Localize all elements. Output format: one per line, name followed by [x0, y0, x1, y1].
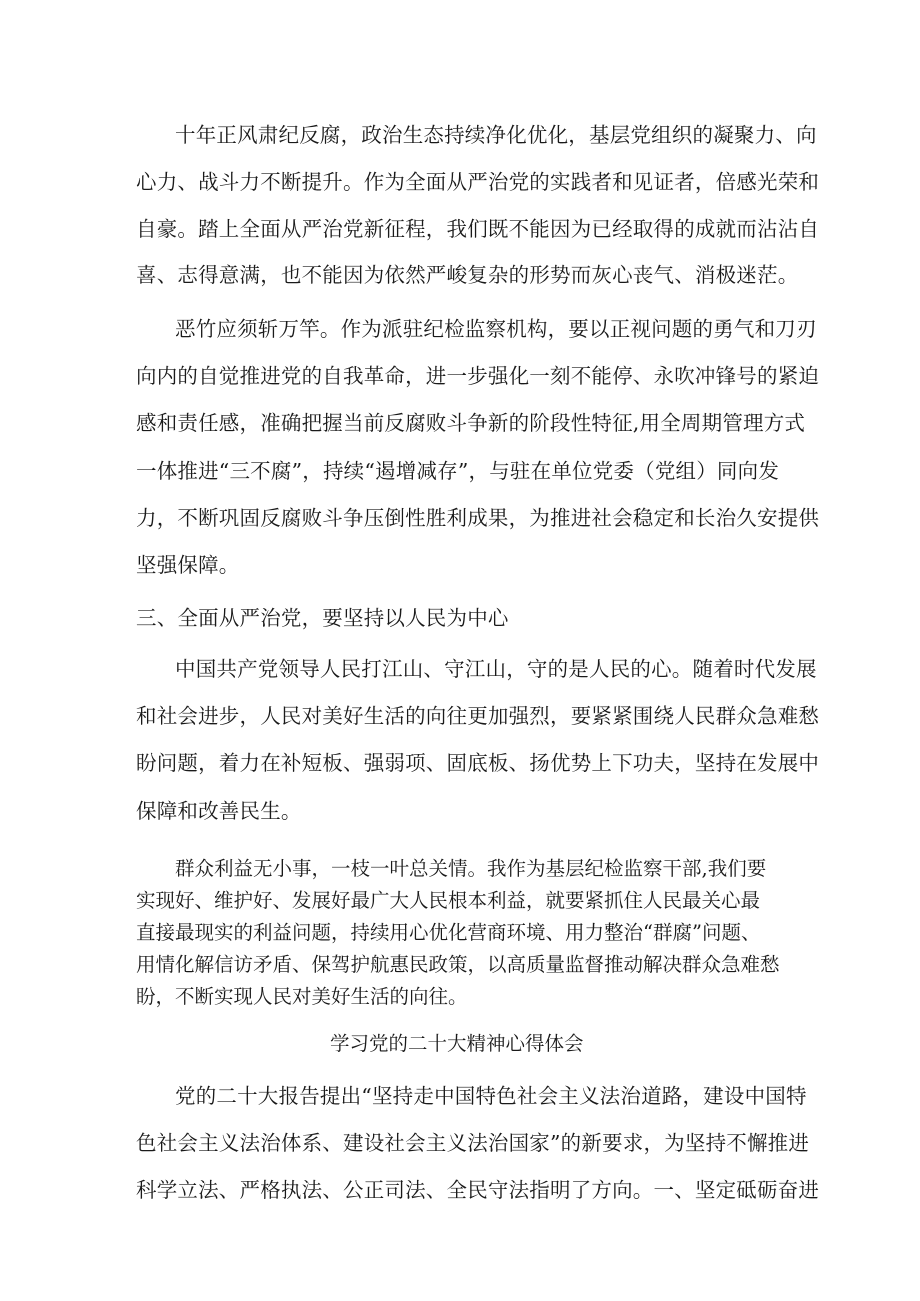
- paragraph-line: 心力、战斗力不断提升。作为全面从严治党的实践者和见证者，倍感光荣和: [136, 170, 820, 194]
- paragraph-line: 实现好、维护好、发展好最广大人民根本利益，就要紧抓住人民最关心最: [136, 889, 761, 912]
- paragraph-line: 喜、志得意满，也不能因为依然严峻复杂的形势而灰心丧气、消极迷茫。: [136, 263, 799, 287]
- paragraph-line: 盼，不断实现人民对美好生活的向往。: [136, 985, 468, 1008]
- paragraph-line: 群众利益无小事，一枝一叶总关情。我作为基层纪检监察干部,我们要: [175, 857, 767, 880]
- paragraph-line: 感和责任感，准确把握当前反腐败斗争新的阶段性特征,用全周期管理方式: [136, 411, 806, 435]
- document-title: 学习党的二十大精神心得体会: [330, 1032, 584, 1055]
- paragraph-line: 保障和改善民生。: [136, 799, 302, 823]
- paragraph-line: 一体推进“三不腐”，持续“遏增减存”，与驻在单位党委（党组）同向发: [136, 459, 780, 483]
- paragraph-line: 自豪。踏上全面从严治党新征程，我们既不能因为已经取得的成就而沾沾自: [136, 217, 820, 241]
- paragraph-line: 盼问题，着力在补短板、强弱项、固底板、扬优势上下功夫，坚持在发展中: [136, 751, 820, 775]
- paragraph-line: 用情化解信访矛盾、保驾护航惠民政策，以高质量监督推动解决群众急难愁: [136, 953, 780, 976]
- paragraph-line: 中国共产党领导人民打江山、守江山，守的是人民的心。随着时代发展: [175, 657, 817, 681]
- paragraph-line: 十年正风肃纪反腐，政治生态持续净化优化，基层党组织的凝聚力、向: [175, 123, 817, 147]
- paragraph-line: 科学立法、严格执法、公正司法、全民守法指明了方向。一、坚定砥砺奋进: [136, 1178, 820, 1202]
- paragraph-line: 色社会主义法治体系、建设社会主义法治国家”的新要求，为坚持不懈推进: [136, 1131, 810, 1155]
- section-heading: 三、全面从严治党，要坚持以人民为中心: [136, 606, 509, 630]
- paragraph-line: 力，不断巩固反腐败斗争压倒性胜利成果，为推进社会稳定和长治久安提供: [136, 506, 820, 530]
- paragraph-line: 和社会进步，人民对美好生活的向往更加强烈，要紧紧围绕人民群众急难愁: [136, 704, 820, 728]
- paragraph-line: 恶竹应须斩万竿。作为派驻纪检监察机构，要以正视问题的勇气和刀刃: [175, 317, 817, 341]
- paragraph-line: 向内的自觉推进党的自我革命，进一步强化一刻不能停、永吹冲锋号的紧迫: [136, 364, 820, 388]
- paragraph-line: 直接最现实的利益问题，持续用心优化营商环境、用力整治“群腐”问题、: [136, 921, 761, 944]
- paragraph-line: 坚强保障。: [136, 553, 240, 577]
- paragraph-line: 党的二十大报告提出“坚持走中国特色社会主义法治道路，建设中国特: [175, 1084, 807, 1108]
